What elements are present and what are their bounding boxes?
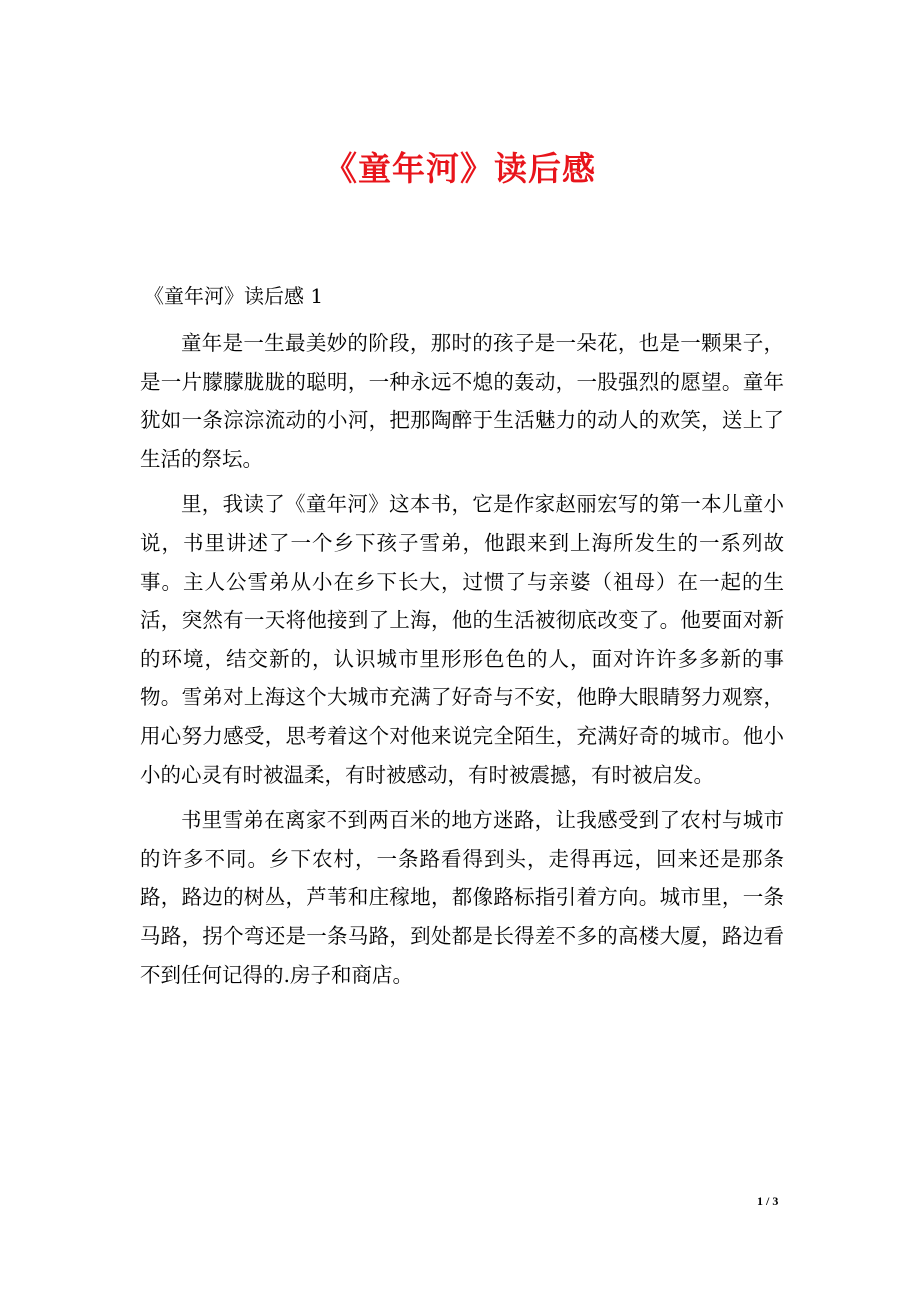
paragraph: 书里雪弟在离家不到两百米的地方迷路，让我感受到了农村与城市的许多不同。乡下农村，一条路看得到头，走得再远，回来还是那条路，路边的树丛，芦苇和庄稼地，都像路标指引着方向。城市里，一条马路，拐个弯还是一条马路，到处都是长得差不多的高楼大厦，路边看不到任何记得的.房子和商店。 [140,808,784,987]
document-title: 《童年河》读后感 [324,149,596,188]
section-heading: 《童年河》读后感 1 [144,284,324,308]
page-number: 1 / 3 [757,1194,779,1208]
paragraph: 童年是一生最美妙的阶段，那时的孩子是一朵花，也是一颗果子，是一片朦朦胧胧的聪明，一种永远不熄的轰动，一股强烈的愿望。童年犹如一条淙淙流动的小河，把那陶醉于生活魅力的动人的欢笑，送上了生活的祭坛。 [140,331,784,471]
paragraph: 里，我读了《童年河》这本书，它是作家赵丽宏写的第一本儿童小说，书里讲述了一个乡下孩子雪弟，他跟来到上海所发生的一系列故事。主人公雪弟从小在乡下长大，过惯了与亲婆（祖母）在一起的生活，突然有一天将他接到了上海，他的生活被彻底改变了。他要面对新的环境，结交新的，认识城市里形形色色的人，面对许许多多新的事物。雪弟对上海这个大城市充满了好奇与不安，他睁大眼睛努力观察，用心努力感受，思考着这个对他来说完全陌生，充满好奇的城市。他小小的心灵有时被温柔，有时被感动，有时被震撼，有时被启发。 [140,492,784,787]
body-text [140,324,784,1001]
